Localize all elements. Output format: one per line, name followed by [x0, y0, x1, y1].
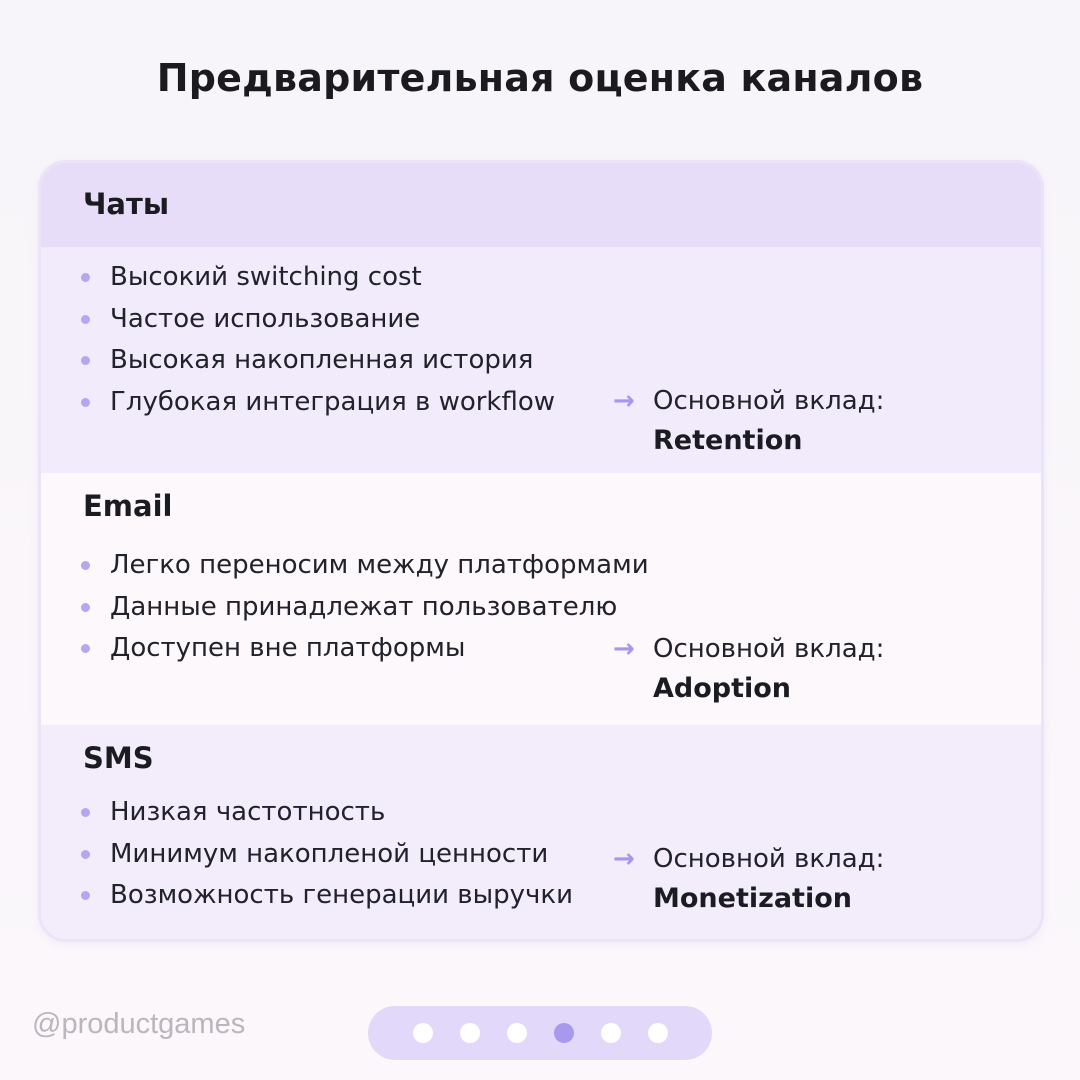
section-email	[41, 473, 1041, 725]
section-chats	[41, 163, 1041, 473]
arrow-right-icon: →	[613, 386, 635, 416]
list-item: Частое использование	[81, 299, 555, 341]
bullet-dot-icon	[81, 356, 90, 365]
section-header-band	[41, 163, 1041, 247]
bullet-list-chats	[81, 257, 555, 423]
list-item: Высокий switching cost	[81, 257, 555, 299]
section-title-chats: Чаты	[83, 187, 170, 221]
bullet-dot-icon	[81, 850, 90, 859]
list-item: Минимум накопленой ценности	[81, 834, 573, 876]
page-dot[interactable]	[413, 1023, 433, 1043]
bullet-list-sms	[81, 792, 573, 917]
arrow-right-icon: →	[613, 634, 635, 664]
page-dot[interactable]	[507, 1023, 527, 1043]
list-item: Высокая накопленная история	[81, 340, 555, 382]
page-dot[interactable]	[648, 1023, 668, 1043]
page-dot[interactable]	[601, 1023, 621, 1043]
list-item: Глубокая интеграция в workflow	[81, 382, 555, 424]
bullet-dot-icon	[81, 561, 90, 570]
page-title: Предварительная оценка каналов	[156, 56, 924, 100]
bullet-dot-icon	[81, 891, 90, 900]
bullet-dot-icon	[81, 315, 90, 324]
contribution-label: Основной вклад:	[653, 386, 885, 416]
list-item: Возможность генерации выручки	[81, 875, 573, 917]
contribution-label: Основной вклад:	[653, 634, 885, 664]
watermark: @productgames	[32, 1008, 246, 1040]
list-item: Доступен вне платформы	[81, 628, 649, 670]
contribution-value: Monetization	[653, 883, 852, 914]
contribution-value: Retention	[653, 425, 803, 456]
contribution-label: Основной вклад:	[653, 844, 885, 874]
section-title-sms: SMS	[83, 741, 154, 775]
list-item: Данные принадлежат пользователю	[81, 587, 649, 629]
list-item: Легко переносим между платформами	[81, 545, 649, 587]
section-sms	[41, 725, 1041, 942]
bullet-dot-icon	[81, 273, 90, 282]
bullet-dot-icon	[81, 808, 90, 817]
contribution-value: Adoption	[653, 673, 792, 704]
contribution-chats	[613, 381, 884, 461]
page-dot-active[interactable]	[554, 1023, 574, 1043]
pagination-dots[interactable]	[368, 1006, 712, 1060]
bullet-dot-icon	[81, 398, 90, 407]
channels-card	[38, 160, 1044, 942]
bullet-list-email	[81, 545, 649, 670]
page-dot[interactable]	[460, 1023, 480, 1043]
bullet-dot-icon	[81, 644, 90, 653]
contribution-sms	[613, 839, 884, 919]
list-item: Низкая частотность	[81, 792, 573, 834]
bullet-dot-icon	[81, 603, 90, 612]
arrow-right-icon: →	[613, 844, 635, 874]
section-title-email: Email	[83, 489, 173, 523]
contribution-email	[613, 629, 884, 709]
